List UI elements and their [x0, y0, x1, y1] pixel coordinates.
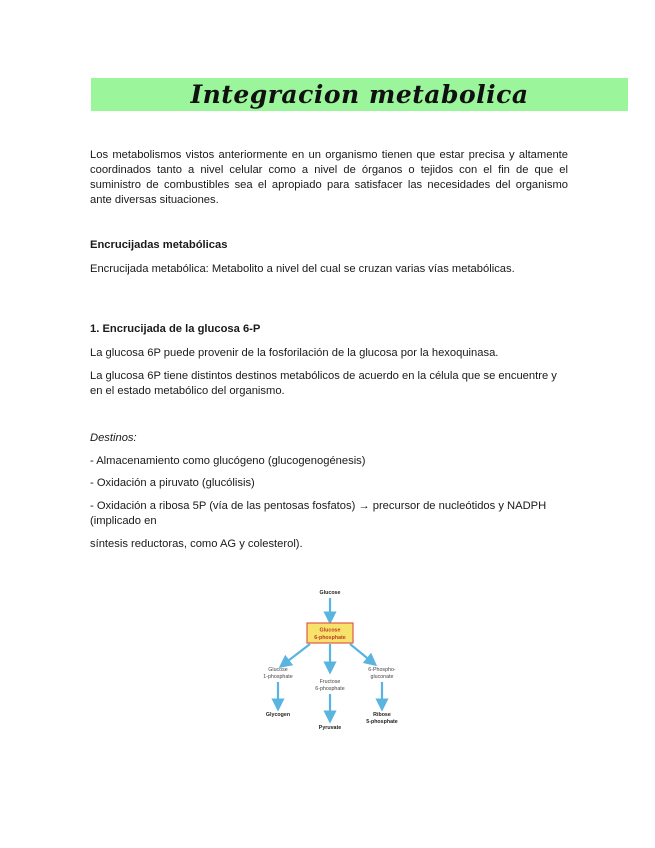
node-6pg-line1: 6-Phospho- [368, 667, 396, 673]
node-r5p-line2: 5-phosphate [366, 719, 398, 725]
list-item-ribosa-continued: síntesis reductoras, como AG y colesterol). [90, 538, 303, 550]
glucose-6p-crossroads-diagram [240, 578, 420, 738]
definition-paragraph: Encrucijada metabólica: Metabolito a nivel del cual se cruzan varias vías metabólicas. [90, 263, 515, 275]
section-heading-encrucijadas: Encrucijadas metabólicas [90, 239, 228, 251]
arrow-g6p-to-6pg [350, 644, 372, 662]
node-f6p-line1: Fructose [319, 679, 341, 685]
arrow-g6p-to-g1p [284, 644, 310, 664]
list-item-glucogeno: - Almacenamiento como glucógeno (glucogenogénesis) [90, 455, 366, 467]
node-g6p-line2: 6-phosphate [314, 635, 346, 641]
node-g1p-line1: Glucose [268, 667, 288, 673]
node-g6p-line1: Glucose [319, 627, 341, 634]
destinos-label: Destinos: [90, 432, 137, 444]
node-6pg-line2: gluconate [370, 674, 394, 680]
node-glucose: Glucose [319, 590, 341, 596]
paragraph-glucosa-destinos: La glucosa 6P tiene distintos destinos metabólicos de acuerdo en la célula que se encuentre y en el estado metabólico del organismo. [90, 370, 557, 397]
node-r5p-line1: Ribose [373, 712, 391, 718]
node-pyruvate: Pyruvate [318, 725, 342, 731]
title-banner [91, 78, 628, 111]
node-glycogen: Glycogen [265, 712, 291, 718]
section-heading-glucosa-6p: 1. Encrucijada de la glucosa 6-P [90, 323, 261, 335]
intro-paragraph: Los metabolismos vistos anteriormente en un organismo tienen que estar precisa y altamente coordinados tanto a nivel celular como a nivel de órganos o tejidos con el fin de que el suministro de combustibles sea el apropiado para satisfacer las necesidades del organismo ante diversas situaciones. [90, 149, 568, 206]
list-item-ribosa: - Oxidación a ribosa 5P (vía de las pentosas fosfatos) → precursor de nucleótidos y NADPH (implicado en [90, 500, 547, 527]
paragraph-glucosa-origin: La glucosa 6P puede provenir de la fosforilación de la glucosa por la hexoquinasa. [90, 347, 499, 359]
list-item-piruvato: - Oxidación a piruvato (glucólisis) [90, 477, 255, 489]
node-f6p-line2: 6-phosphate [315, 686, 345, 692]
page-title: Integracion metabolica [190, 80, 529, 109]
node-g1p-line2: 1-phosphate [263, 674, 293, 680]
